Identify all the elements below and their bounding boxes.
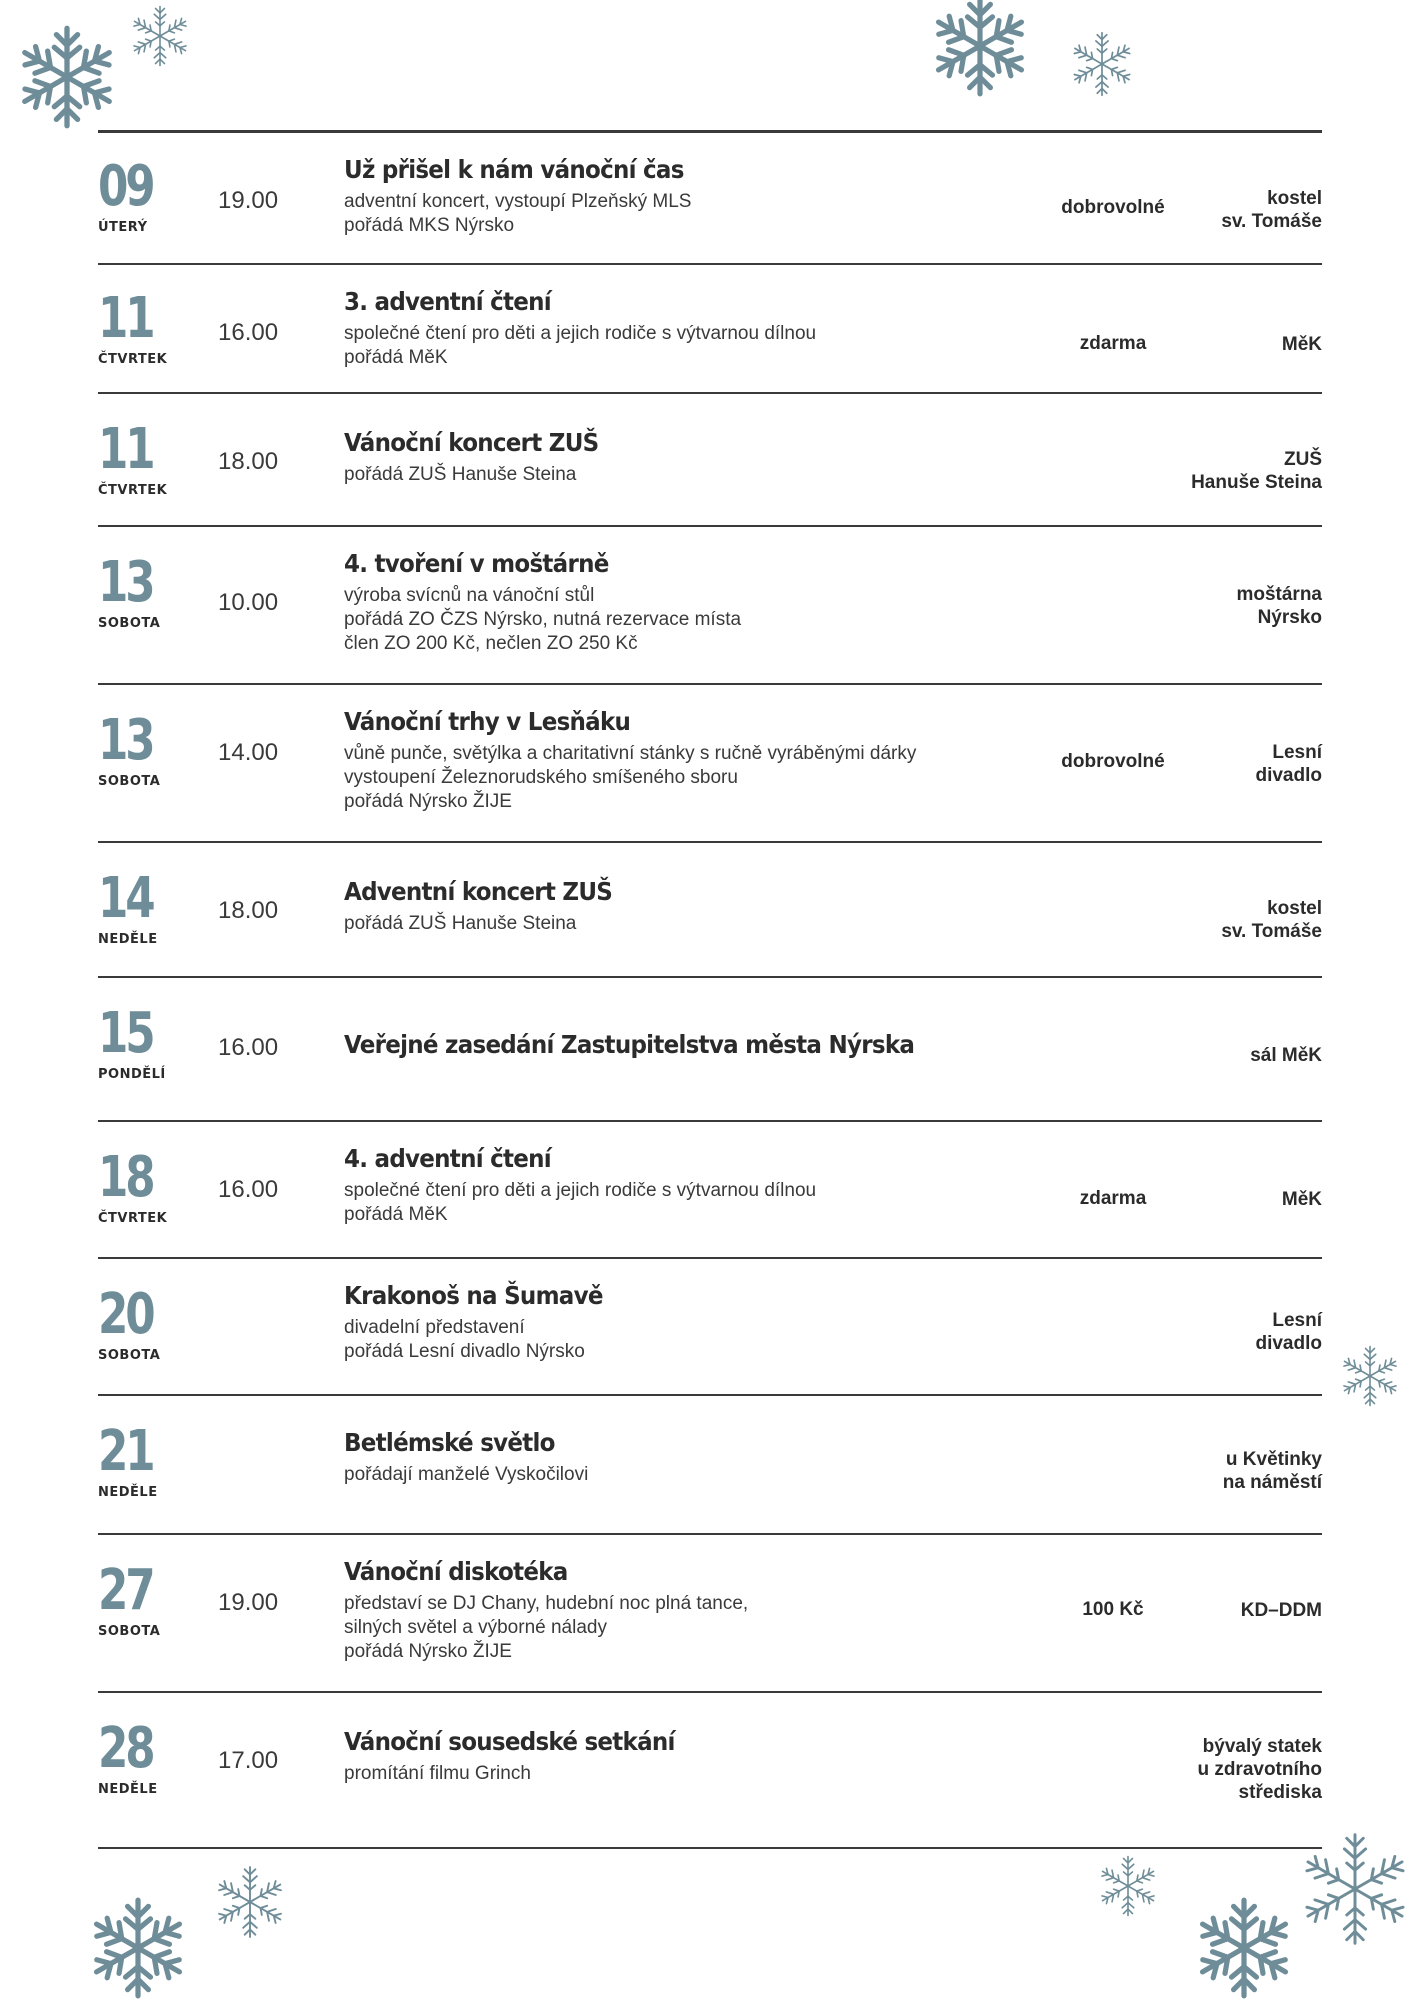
event-title: Vánoční sousedské setkání (344, 1727, 675, 1756)
event-description: výroba svícnů na vánoční stůl pořádá ZO ČZS Nýrsko, nutná rezervace místa člen ZO 200 Kč, nečlen ZO 250 Kč (344, 585, 742, 654)
event-time: 16.00 (218, 1034, 279, 1061)
event-weekday: NEDĚLE (98, 932, 158, 947)
event-price: zdarma (1079, 333, 1147, 354)
event-title: Vánoční trhy v Lesňáku (344, 707, 631, 736)
event-day: 09 (98, 154, 153, 219)
event-body (344, 155, 964, 238)
event-title: Krakonoš na Šumavě (344, 1281, 603, 1310)
event-row (98, 394, 1322, 527)
date-block (98, 1001, 213, 1082)
event-description: divadelní představení pořádá Lesní divadlo Nýrsko (344, 1317, 585, 1362)
event-description: adventní koncert, vystoupí Plzeňský MLS pořádá MKS Nýrsko (344, 191, 692, 236)
snowflake-icon (1068, 30, 1136, 98)
event-time: 14.00 (218, 739, 279, 766)
date-block (98, 550, 213, 631)
event-time: 16.00 (218, 319, 279, 346)
snowflake-icon (928, 0, 1032, 98)
event-time: 18.00 (218, 897, 279, 924)
date-block (98, 866, 213, 947)
snowflake-icon (86, 1896, 190, 2000)
event-title: Betlémské světlo (344, 1428, 555, 1457)
event-row (98, 1693, 1322, 1849)
event-venue: MěK (1281, 334, 1322, 355)
event-weekday: SOBOTA (98, 1624, 161, 1639)
event-weekday: ČTVRTEK (98, 1211, 168, 1226)
event-row (98, 265, 1322, 394)
event-title: 4. adventní čtení (344, 1144, 551, 1173)
event-venue: Lesní divadlo (1255, 1310, 1322, 1354)
snowflake-icon (212, 1864, 288, 1940)
event-title: Vánoční koncert ZUŠ (344, 428, 599, 457)
date-block (98, 1558, 213, 1639)
event-description: představí se DJ Chany, hudební noc plná tance, silných světel a výborné nálady pořádá Nýrsko ŽIJE (344, 1593, 749, 1662)
event-description: vůně punče, světýlka a charitativní stánky s ručně vyráběnými dárky vystoupení Železnorudského smíšeného sboru pořádá Nýrsko ŽIJE (344, 743, 917, 812)
snowflake-icon (1338, 1344, 1402, 1408)
event-day: 11 (98, 286, 153, 351)
event-venue: Lesní divadlo (1255, 742, 1322, 786)
event-venue: MěK (1281, 1189, 1322, 1210)
event-title: Už přišel k nám vánoční čas (344, 155, 684, 184)
event-day: 18 (98, 1145, 153, 1210)
event-row (98, 1259, 1322, 1396)
event-body (344, 707, 964, 814)
event-price: zdarma (1079, 1188, 1147, 1209)
date-block (98, 1145, 213, 1226)
event-description: pořádá ZUŠ Hanuše Steina (344, 913, 577, 934)
event-title: Veřejné zasedání Zastupitelstva města Nýrska (344, 1030, 915, 1059)
event-title: Vánoční diskotéka (344, 1557, 568, 1586)
event-body (344, 1281, 964, 1364)
event-body (344, 1557, 964, 1664)
event-venue: ZUŠ Hanuše Steina (1191, 449, 1322, 493)
event-weekday: SOBOTA (98, 616, 161, 631)
event-time: 19.00 (218, 187, 279, 214)
date-block (98, 1282, 213, 1363)
event-venue: kostel sv. Tomáše (1221, 898, 1322, 942)
event-row (98, 843, 1322, 978)
event-description: promítání filmu Grinch (344, 1763, 531, 1784)
date-block (98, 286, 213, 367)
event-description: společné čtení pro děti a jejich rodiče s výtvarnou dílnou pořádá MěK (344, 323, 817, 368)
event-title: Adventní koncert ZUŠ (344, 877, 613, 906)
event-time: 10.00 (218, 589, 279, 616)
event-row (98, 1396, 1322, 1535)
date-block (98, 154, 213, 235)
event-venue: u Květinky na náměstí (1222, 1449, 1322, 1493)
date-block (98, 708, 213, 789)
event-body (344, 1727, 964, 1786)
event-day: 14 (98, 866, 153, 931)
event-day: 11 (98, 417, 153, 482)
event-weekday: NEDĚLE (98, 1485, 158, 1500)
event-description: pořádá ZUŠ Hanuše Steina (344, 464, 577, 485)
snowflake-icon (1096, 1854, 1160, 1918)
snowflake-icon (128, 4, 192, 68)
event-day: 27 (98, 1558, 153, 1623)
event-weekday: NEDĚLE (98, 1782, 158, 1797)
event-row (98, 527, 1322, 685)
event-weekday: SOBOTA (98, 774, 161, 789)
event-day: 20 (98, 1282, 153, 1347)
event-price: 100 Kč (1082, 1599, 1144, 1620)
event-body (344, 1144, 964, 1227)
event-body (344, 287, 964, 370)
event-day: 21 (98, 1419, 153, 1484)
event-venue: kostel sv. Tomáše (1221, 188, 1322, 232)
event-weekday: PONDĚLÍ (98, 1067, 166, 1082)
event-venue: sál MěK (1250, 1045, 1322, 1066)
event-day: 15 (98, 1001, 153, 1066)
event-weekday: ÚTERÝ (98, 220, 148, 235)
event-day: 13 (98, 550, 153, 615)
date-block (98, 1716, 213, 1797)
date-block (98, 1419, 213, 1500)
event-weekday: ČTVRTEK (98, 352, 168, 367)
event-title: 4. tvoření v moštárně (344, 549, 609, 578)
event-venue: KD–DDM (1240, 1600, 1322, 1621)
event-time: 18.00 (218, 448, 279, 475)
event-body (344, 1030, 964, 1065)
event-venue: moštárna Nýrsko (1236, 584, 1322, 628)
event-row (98, 978, 1322, 1122)
event-body (344, 549, 964, 656)
event-body (344, 428, 964, 487)
event-description: pořádají manželé Vyskočilovi (344, 1464, 589, 1485)
snowflake-icon (14, 24, 120, 130)
date-block (98, 417, 213, 498)
event-body (344, 877, 964, 936)
event-weekday: SOBOTA (98, 1348, 161, 1363)
snowflake-icon (1192, 1896, 1296, 2000)
event-row (98, 685, 1322, 843)
event-day: 28 (98, 1716, 153, 1781)
event-row (98, 133, 1322, 265)
event-time: 19.00 (218, 1589, 279, 1616)
event-description: společné čtení pro děti a jejich rodiče s výtvarnou dílnou pořádá MěK (344, 1180, 817, 1225)
event-row (98, 1122, 1322, 1259)
event-title: 3. adventní čtení (344, 287, 551, 316)
event-list (98, 130, 1322, 1849)
event-price: dobrovolné (1061, 751, 1165, 772)
event-body (344, 1428, 964, 1487)
event-row (98, 1535, 1322, 1693)
event-time: 16.00 (218, 1176, 279, 1203)
event-venue: bývalý statek u zdravotního střediska (1197, 1736, 1322, 1803)
event-price: dobrovolné (1061, 197, 1165, 218)
event-time: 17.00 (218, 1747, 279, 1774)
event-day: 13 (98, 708, 153, 773)
event-weekday: ČTVRTEK (98, 483, 168, 498)
